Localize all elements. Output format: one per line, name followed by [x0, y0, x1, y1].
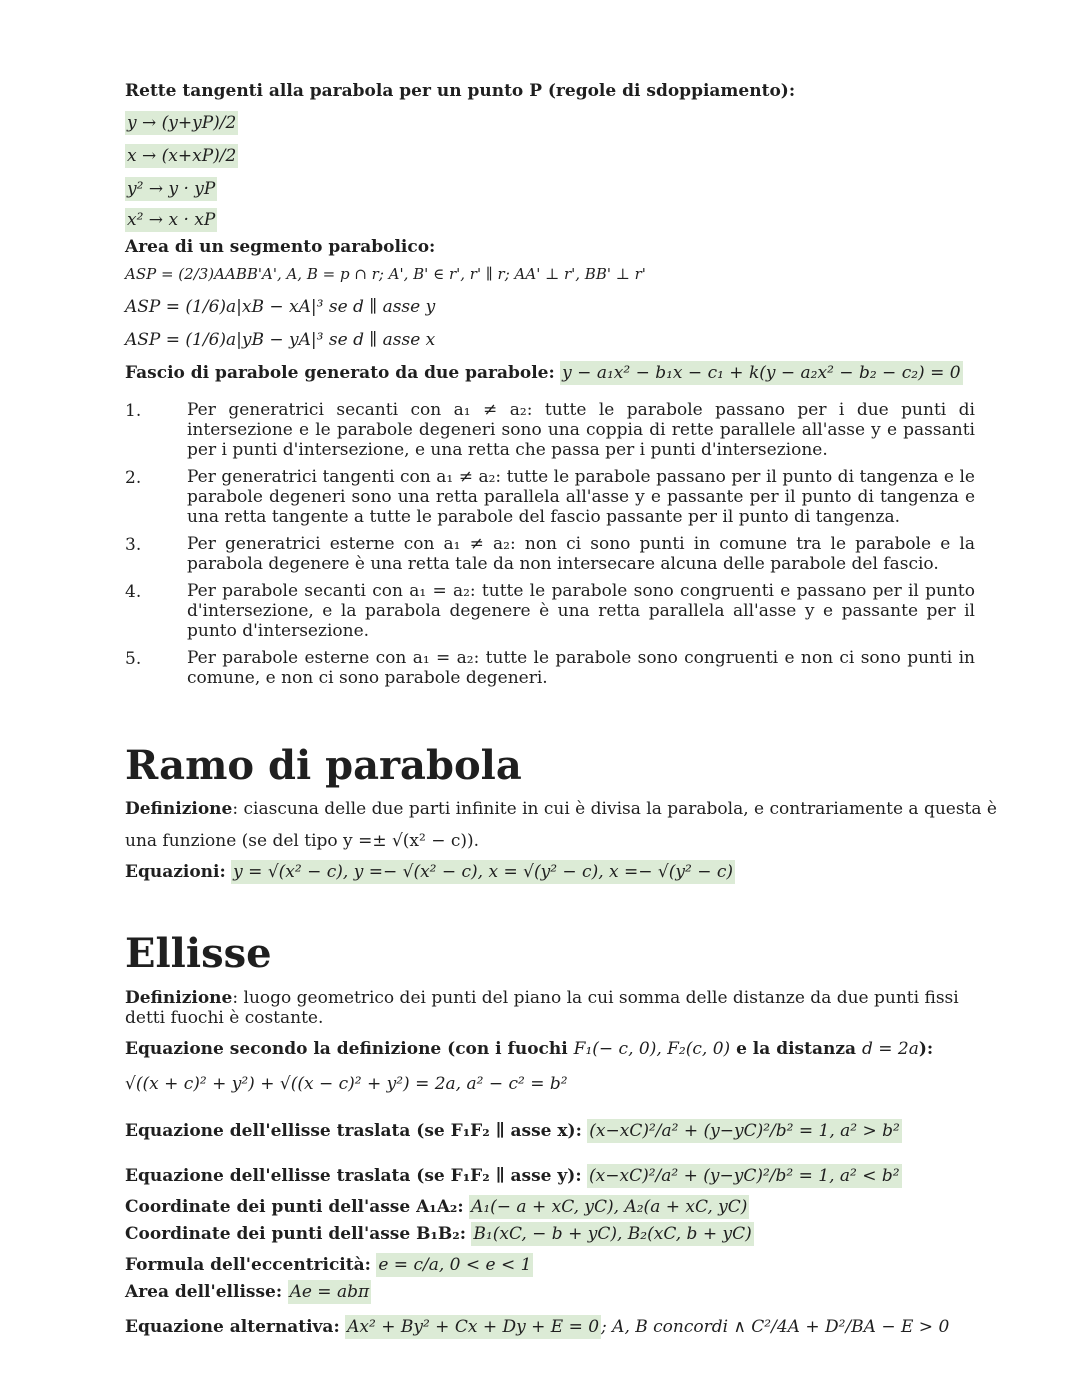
list-item: Per parabole esterne con a₁ = a₂: tutte le parabole sono congruenti e non ci sono punti in comune, e non ci sono parabole degeneri.: [187, 648, 975, 688]
list-item: Per generatrici tangenti con a₁ ≠ a₂: tutte le parabole passano per il punto di tangenza e le parabole degeneri sono una retta parallela all'asse y e passante per il punto di tangenza e una retta tangente a tutte le parabole del fascio passante per il punto di tangenza.: [187, 467, 975, 527]
list-number: 2.: [125, 468, 142, 488]
ellisse-translated-x-formula: (x−xC)²/a² + (y−yC)²/b² = 1, a² > b²: [589, 1121, 900, 1141]
list-item: Per generatrici esterne con a₁ ≠ a₂: non ci sono punti in comune tra le parabole e la parabola degenere è una retta tale da non intersecare alcuna delle parabole del fascio.: [187, 534, 975, 574]
ellisse-translated-y: Equazione dell'ellisse traslata (se F₁F₂ ∥ asse y): (x−xC)²/a² + (y−yC)²/b² = 1, a² < b²: [125, 1166, 900, 1186]
ellisse-coord-b: Coordinate dei punti dell'asse B₁B₂: B₁(xC, − b + yC), B₂(xC, b + yC): [125, 1224, 752, 1244]
ramo-definition-2: una funzione (se del tipo y =± √(x² − c)).: [125, 831, 480, 851]
list-item: Per generatrici secanti con a₁ ≠ a₂: tutte le parabole passano per i due punti di intersezione e le parabole degeneri sono una coppia di rette parallele all'asse y e passanti per i punti d'intersezione, e una retta che passa per i punti d'intersezione.: [187, 400, 975, 460]
bundle-line: [125, 362, 963, 384]
tangent-rules-title: Rette tangenti alla parabola per un punto P (regole di sdoppiamento):: [125, 81, 796, 101]
area-formula-1: ASP = (2/3)AABB'A', A, B = p ∩ r; A', B' ∈ r', r' ∥ r; AA' ⊥ r', BB' ⊥ r': [125, 265, 646, 283]
ellisse-area: Area dell'ellisse: Ae = abπ: [125, 1282, 370, 1302]
ramo-equations: Equazioni: y = √(x² − c), y =− √(x² − c), x = √(y² − c), x =− √(y² − c): [125, 862, 733, 882]
ellisse-definition-1: Definizione: luogo geometrico dei punti del piano la cui somma delle distanze da due punti fissi: [125, 988, 959, 1008]
rule-y: y → (y+yP)/2: [127, 113, 237, 133]
rule-x2: x² → x · xP: [127, 210, 216, 230]
rule-x: x → (x+xP)/2: [127, 146, 237, 166]
ellisse-translated-y-formula: (x−xC)²/a² + (y−yC)²/b² = 1, a² < b²: [589, 1166, 900, 1186]
list-number: 4.: [125, 582, 142, 602]
ellisse-eq-definition-formula: √((x + c)² + y²) + √((x − c)² + y²) = 2a, a² − c² = b²: [125, 1074, 568, 1094]
list-number: 3.: [125, 535, 142, 555]
heading-ramo: Ramo di parabola: [125, 742, 522, 789]
bundle-label: Fascio di parabole generato da due parabole:: [125, 363, 555, 383]
list-number: 5.: [125, 649, 142, 669]
ellisse-coord-a: Coordinate dei punti dell'asse A₁A₂: A₁(− a + xC, yC), A₂(a + xC, yC): [125, 1197, 748, 1217]
ellisse-definition-2: detti fuochi è costante.: [125, 1008, 324, 1028]
rule-y2: y² → y · yP: [127, 179, 216, 199]
heading-ellisse: Ellisse: [125, 930, 272, 977]
area-formula-3: ASP = (1/6)a|yB − yA|³ se d ∥ asse x: [125, 330, 436, 350]
area-formula-2: ASP = (1/6)a|xB − xA|³ se d ∥ asse y: [125, 297, 436, 317]
ellisse-eccentricity: Formula dell'eccentricità: e = c/a, 0 < e < 1: [125, 1255, 532, 1275]
bundle-formula: y − a₁x² − b₁x − c₁ + k(y − a₂x² − b₂ − c₂) = 0: [562, 363, 961, 383]
list-item: Per parabole secanti con a₁ = a₂: tutte le parabole sono congruenti e passano per il punto d'intersezione, e la parabola degenere è una retta parallela all'asse y e passante per il punto d'intersezione.: [187, 581, 975, 641]
area-segment-title: Area di un segmento parabolico:: [125, 237, 436, 257]
ellisse-alternative: Equazione alternativa: Ax² + By² + Cx + Dy + E = 0 ; A, B concordi ∧ C²/4A + D²/BA − E > 0: [125, 1317, 950, 1337]
ellisse-eq-definition-label: Equazione secondo la definizione (con i fuochi F₁(− c, 0), F₂(c, 0) e la distanza d = 2a):: [125, 1039, 934, 1059]
ellisse-translated-x: Equazione dell'ellisse traslata (se F₁F₂ ∥ asse x): (x−xC)²/a² + (y−yC)²/b² = 1, a² > b²: [125, 1121, 900, 1141]
list-number: 1.: [125, 401, 142, 421]
ramo-equations-formula: y = √(x² − c), y =− √(x² − c), x = √(y² − c), x =− √(y² − c): [233, 862, 733, 882]
ramo-definition-1: Definizione: ciascuna delle due parti infinite in cui è divisa la parabola, e contrariamente a questa è: [125, 799, 997, 819]
